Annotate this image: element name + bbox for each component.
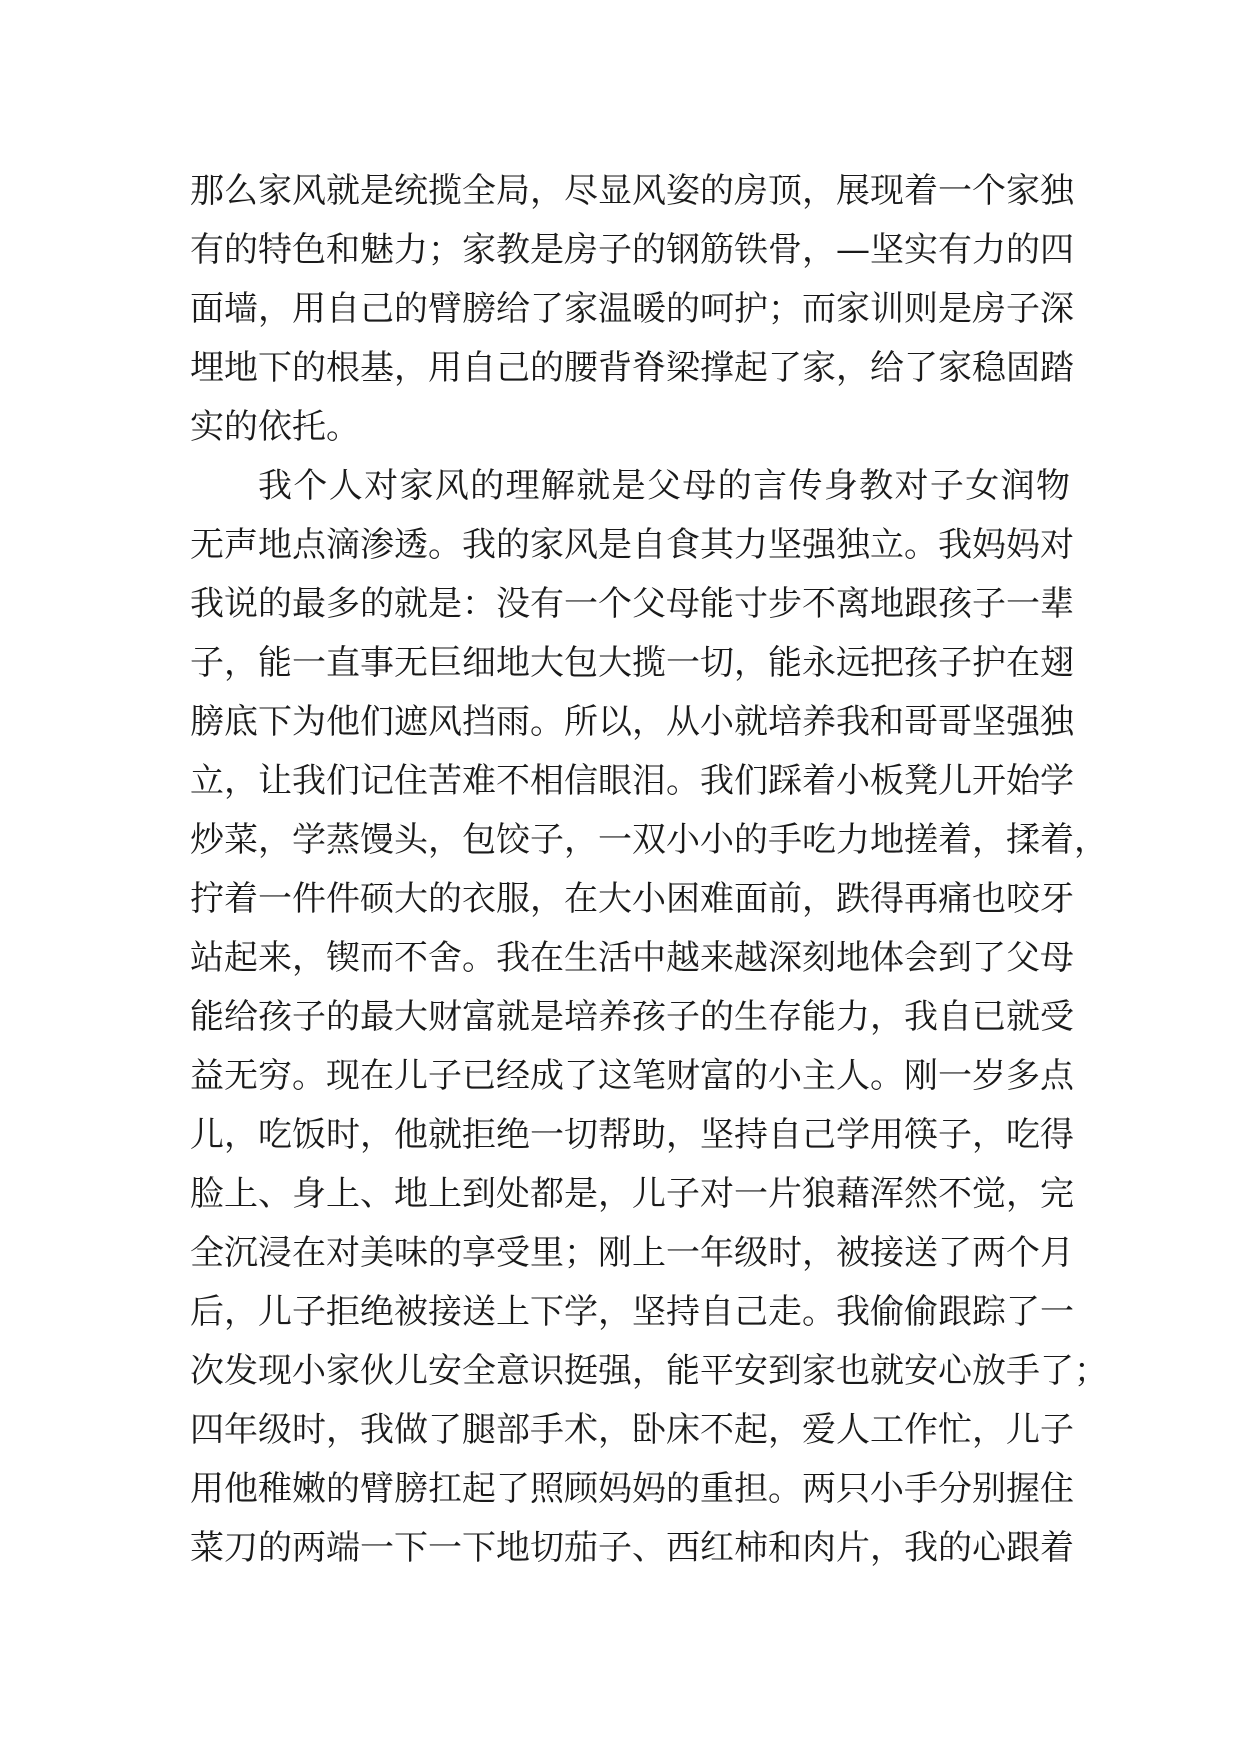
text-line: 用他稚嫩的臂膀扛起了照顾妈妈的重担。两只小手分别握住 <box>190 1469 1074 1509</box>
text-line: 益无穷。现在儿子已经成了这笔财富的小主人。刚一岁多点 <box>190 1056 1074 1096</box>
text-line: 埋地下的根基，用自己的腰背脊梁撑起了家，给了家稳固踏 <box>190 348 1074 388</box>
text-line: 我个人对家风的理解就是父母的言传身教对子女润物 <box>258 466 1070 506</box>
paragraph-1 <box>190 162 1074 457</box>
text-line: 炒菜，学蒸馒头，包饺子，一双小小的手吃力地搓着，揉着， <box>190 820 1108 860</box>
text-line: 实的依托。 <box>190 407 360 447</box>
text-line: 站起来，锲而不舍。我在生活中越来越深刻地体会到了父母 <box>190 938 1074 978</box>
text-line: 面墙，用自己的臂膀给了家温暖的呵护；而家训则是房子深 <box>190 289 1074 329</box>
text-line: 无声地点滴渗透。我的家风是自食其力坚强独立。我妈妈对 <box>190 525 1074 565</box>
text-line: 有的特色和魅力；家教是房子的钢筋铁骨，—坚实有力的四 <box>190 230 1074 270</box>
text-line: 能给孩子的最大财富就是培养孩子的生存能力，我自已就受 <box>190 997 1074 1037</box>
text-line: 全沉浸在对美味的享受里；刚上一年级时，被接送了两个月 <box>190 1233 1074 1273</box>
paragraph-2 <box>190 457 1108 1578</box>
text-line: 四年级时，我做了腿部手术，卧床不起，爱人工作忙，儿子 <box>190 1410 1074 1450</box>
text-line: 膀底下为他们遮风挡雨。所以，从小就培养我和哥哥坚强独 <box>190 702 1074 742</box>
text-line: 后，儿子拒绝被接送上下学，坚持自己走。我偷偷跟踪了一 <box>190 1292 1074 1332</box>
text-line: 次发现小家伙儿安全意识挺强，能平安到家也就安心放手了； <box>190 1351 1108 1391</box>
text-line: 菜刀的两端一下一下地切茄子、西红柿和肉片，我的心跟着 <box>190 1528 1074 1568</box>
text-line: 拧着一件件硕大的衣服，在大小困难面前，跌得再痛也咬牙 <box>190 879 1074 919</box>
text-line: 立，让我们记住苦难不相信眼泪。我们踩着小板凳儿开始学 <box>190 761 1074 801</box>
text-line: 子，能一直事无巨细地大包大揽一切，能永远把孩子护在翅 <box>190 643 1074 683</box>
text-line: 那么家风就是统揽全局，尽显风姿的房顶，展现着一个家独 <box>190 171 1074 211</box>
body-text <box>190 162 1108 1578</box>
text-line: 我说的最多的就是：没有一个父母能寸步不离地跟孩子一辈 <box>190 584 1074 624</box>
text-line: 脸上、身上、地上到处都是，儿子对一片狼藉浑然不觉，完 <box>190 1174 1074 1214</box>
text-line: 儿，吃饭时，他就拒绝一切帮助，坚持自己学用筷子，吃得 <box>190 1115 1074 1155</box>
